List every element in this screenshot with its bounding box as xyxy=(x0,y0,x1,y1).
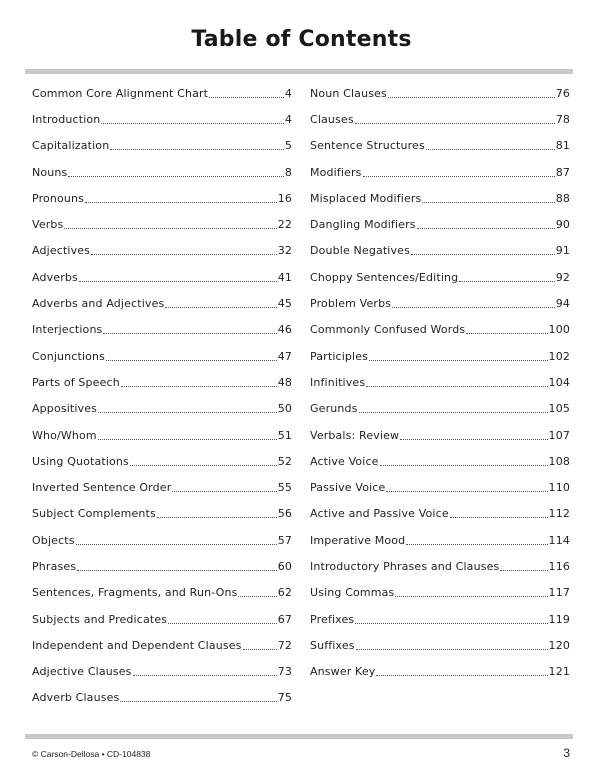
toc-entry-label: Sentence Structures xyxy=(310,139,425,153)
dot-leader xyxy=(110,149,284,150)
toc-entry-page: 67 xyxy=(277,612,292,626)
toc-entry[interactable] xyxy=(32,396,292,422)
toc-entry-label: Adverbs xyxy=(32,270,78,284)
toc-entry-page: 87 xyxy=(555,165,570,179)
toc-entry[interactable] xyxy=(310,317,570,343)
toc-entry-page: 16 xyxy=(277,191,292,205)
toc-entry-label: Active and Passive Voice xyxy=(310,507,449,521)
dot-leader xyxy=(121,386,277,387)
toc-entry-page: 120 xyxy=(548,638,570,652)
dot-leader xyxy=(168,623,277,624)
toc-entry[interactable] xyxy=(310,238,570,264)
toc-entry-label: Sentences, Fragments, and Run-Ons xyxy=(32,586,238,600)
dot-leader xyxy=(400,439,547,440)
toc-entry[interactable] xyxy=(32,80,292,106)
dot-leader xyxy=(209,97,284,98)
toc-entry[interactable] xyxy=(32,211,292,237)
toc-entry-label: Verbals: Review xyxy=(310,428,400,442)
toc-entry-page: 22 xyxy=(277,218,292,232)
toc-entry-page: 50 xyxy=(277,402,292,416)
toc-entry-label: Using Quotations xyxy=(32,454,129,468)
footer-copyright: © Carson-Dellosa • CD-104838 xyxy=(32,749,151,759)
toc-entry-label: Commonly Confused Words xyxy=(310,323,466,337)
toc-entry-page: 57 xyxy=(277,533,292,547)
toc-entry-page: 104 xyxy=(548,375,570,389)
toc-entry-page: 112 xyxy=(548,507,570,521)
dot-leader xyxy=(426,149,555,150)
toc-entry[interactable] xyxy=(32,317,292,343)
toc-entry-page: 94 xyxy=(555,297,570,311)
dot-leader xyxy=(417,228,555,229)
toc-entry[interactable] xyxy=(32,685,292,711)
dot-leader xyxy=(106,360,277,361)
dot-leader xyxy=(76,544,277,545)
toc-entry-page: 81 xyxy=(555,139,570,153)
dot-leader xyxy=(91,254,277,255)
toc-entry[interactable] xyxy=(32,290,292,316)
toc-entry[interactable] xyxy=(310,448,570,474)
toc-entry-label: Nouns xyxy=(32,165,68,179)
toc-entry-page: 102 xyxy=(548,349,570,363)
toc-entry[interactable] xyxy=(310,527,570,553)
toc-entry[interactable] xyxy=(310,659,570,685)
dot-leader xyxy=(392,307,555,308)
dot-leader xyxy=(101,123,283,124)
toc-entry[interactable] xyxy=(32,185,292,211)
toc-entry-label: Subject Complements xyxy=(32,507,156,521)
toc-entry-page: 47 xyxy=(277,349,292,363)
toc-entry-label: Adverbs and Adjectives xyxy=(32,297,165,311)
dot-leader xyxy=(64,228,276,229)
dot-leader xyxy=(356,649,548,650)
dot-leader xyxy=(395,596,547,597)
toc-entry-label: Independent and Dependent Clauses xyxy=(32,638,242,652)
toc-entry-page: 110 xyxy=(548,481,570,495)
dot-leader xyxy=(85,202,277,203)
toc-entry-label: Parts of Speech xyxy=(32,375,120,389)
toc-entry-page: 121 xyxy=(548,665,570,679)
dot-leader xyxy=(172,491,276,492)
toc-entry-page: 48 xyxy=(277,375,292,389)
toc-entry[interactable] xyxy=(310,159,570,185)
dot-leader xyxy=(165,307,276,308)
dot-leader xyxy=(380,465,548,466)
toc-entry[interactable] xyxy=(32,553,292,579)
toc-entry[interactable] xyxy=(310,606,570,632)
toc-entry-label: Conjunctions xyxy=(32,349,106,363)
toc-entry-page: 107 xyxy=(548,428,570,442)
toc-entry-page: 45 xyxy=(277,297,292,311)
toc-entry[interactable] xyxy=(32,343,292,369)
dot-leader xyxy=(450,517,548,518)
toc-entry-label: Using Commas xyxy=(310,586,395,600)
toc-entry-label: Misplaced Modifiers xyxy=(310,191,422,205)
toc-entry-page: 88 xyxy=(555,191,570,205)
toc-entry-label: Adverb Clauses xyxy=(32,691,120,705)
toc-entry-label: Pronouns xyxy=(32,191,85,205)
toc-entry-page: 4 xyxy=(284,112,292,126)
toc-entry-label: Passive Voice xyxy=(310,481,386,495)
dot-leader xyxy=(366,386,547,387)
toc-entry[interactable] xyxy=(32,159,292,185)
toc-entry-label: Gerunds xyxy=(310,402,358,416)
bottom-divider xyxy=(25,734,573,739)
toc-entry-page: 117 xyxy=(548,586,570,600)
toc-entry-label: Phrases xyxy=(32,559,77,573)
toc-entry[interactable] xyxy=(32,133,292,159)
toc-entry-label: Participles xyxy=(310,349,369,363)
dot-leader xyxy=(411,254,555,255)
toc-entry-label: Subjects and Predicates xyxy=(32,612,168,626)
toc-entry-label: Who/Whom xyxy=(32,428,97,442)
toc-entry[interactable] xyxy=(310,396,570,422)
dot-leader xyxy=(103,333,276,334)
toc-entry-page: 116 xyxy=(548,559,570,573)
toc-entry-page: 55 xyxy=(277,481,292,495)
toc-entry-label: Noun Clauses xyxy=(310,86,387,100)
dot-leader xyxy=(98,439,277,440)
toc-entry-label: Capitalization xyxy=(32,139,110,153)
toc-entry[interactable] xyxy=(310,343,570,369)
toc-entry[interactable] xyxy=(32,106,292,132)
toc-entry[interactable] xyxy=(310,106,570,132)
dot-leader xyxy=(459,281,554,282)
toc-entry-label: Infinitives xyxy=(310,375,366,389)
toc-entry-label: Answer Key xyxy=(310,665,376,679)
toc-entry-page: 46 xyxy=(277,323,292,337)
dot-leader xyxy=(68,176,283,177)
dot-leader xyxy=(388,97,555,98)
toc-entry-page: 90 xyxy=(555,218,570,232)
toc-entry[interactable] xyxy=(32,264,292,290)
dot-leader xyxy=(376,675,547,676)
toc-entry-page: 32 xyxy=(277,244,292,258)
toc-entry-label: Inverted Sentence Order xyxy=(32,481,172,495)
toc-entry[interactable] xyxy=(310,501,570,527)
toc-entry[interactable] xyxy=(310,369,570,395)
dot-leader xyxy=(79,281,277,282)
toc-entry-page: 105 xyxy=(548,402,570,416)
toc-entry-label: Appositives xyxy=(32,402,98,416)
toc-entry-page: 56 xyxy=(277,507,292,521)
toc-entry-page: 108 xyxy=(548,454,570,468)
top-divider xyxy=(25,69,573,74)
toc-entry[interactable] xyxy=(310,553,570,579)
toc-entry-label: Clauses xyxy=(310,112,354,126)
toc-entry-label: Adjectives xyxy=(32,244,91,258)
toc-entry[interactable] xyxy=(32,606,292,632)
toc-entry[interactable] xyxy=(32,369,292,395)
dot-leader xyxy=(120,701,276,702)
toc-entry-label: Dangling Modifiers xyxy=(310,218,416,232)
toc-entry-page: 92 xyxy=(555,270,570,284)
toc-entry[interactable] xyxy=(32,474,292,500)
toc-entry-page: 114 xyxy=(548,533,570,547)
toc-entry[interactable] xyxy=(32,527,292,553)
toc-entry-label: Choppy Sentences/Editing xyxy=(310,270,459,284)
toc-entry-page: 75 xyxy=(277,691,292,705)
toc-entry-label: Common Core Alignment Chart xyxy=(32,86,209,100)
footer-page-number: 3 xyxy=(563,746,570,760)
toc-entry-label: Double Negatives xyxy=(310,244,410,258)
dot-leader xyxy=(130,465,277,466)
toc-entry-label: Verbs xyxy=(32,218,64,232)
toc-entry-page: 8 xyxy=(284,165,292,179)
toc-entry-page: 60 xyxy=(277,559,292,573)
toc-entry-label: Active Voice xyxy=(310,454,379,468)
dot-leader xyxy=(355,623,547,624)
toc-entry[interactable] xyxy=(310,632,570,658)
toc-entry-label: Adjective Clauses xyxy=(32,665,132,679)
toc-entry-label: Imperative Mood xyxy=(310,533,406,547)
toc-entry-page: 78 xyxy=(555,112,570,126)
toc-entry-label: Modifiers xyxy=(310,165,362,179)
toc-entry[interactable] xyxy=(310,474,570,500)
toc-entry[interactable] xyxy=(32,448,292,474)
toc-entry-page: 119 xyxy=(548,612,570,626)
toc-entry-label: Introduction xyxy=(32,112,101,126)
contents-right-column xyxy=(310,80,570,685)
dot-leader xyxy=(363,176,555,177)
contents-left-column xyxy=(32,80,292,711)
toc-entry-page: 52 xyxy=(277,454,292,468)
dot-leader xyxy=(422,202,554,203)
toc-entry[interactable] xyxy=(32,632,292,658)
dot-leader xyxy=(369,360,547,361)
toc-entry[interactable] xyxy=(310,80,570,106)
toc-entry-label: Introductory Phrases and Clauses xyxy=(310,559,500,573)
dot-leader xyxy=(243,649,277,650)
toc-entry-page: 73 xyxy=(277,665,292,679)
toc-entry[interactable] xyxy=(310,264,570,290)
toc-entry[interactable] xyxy=(32,580,292,606)
dot-leader xyxy=(133,675,277,676)
toc-entry-page: 91 xyxy=(555,244,570,258)
toc-entry[interactable] xyxy=(32,501,292,527)
toc-entry-label: Interjections xyxy=(32,323,103,337)
dot-leader xyxy=(466,333,547,334)
dot-leader xyxy=(500,570,547,571)
toc-entry-page: 4 xyxy=(284,86,292,100)
toc-entry-page: 5 xyxy=(284,139,292,153)
toc-entry[interactable] xyxy=(310,580,570,606)
toc-entry-label: Prefixes xyxy=(310,612,355,626)
dot-leader xyxy=(238,596,276,597)
dot-leader xyxy=(355,123,555,124)
dot-leader xyxy=(406,544,547,545)
toc-entry[interactable] xyxy=(32,659,292,685)
toc-entry[interactable] xyxy=(32,238,292,264)
toc-entry[interactable] xyxy=(310,211,570,237)
dot-leader xyxy=(386,491,547,492)
toc-entry-label: Problem Verbs xyxy=(310,297,392,311)
toc-entry[interactable] xyxy=(32,422,292,448)
dot-leader xyxy=(98,412,277,413)
toc-entry[interactable] xyxy=(310,290,570,316)
toc-entry-label: Suffixes xyxy=(310,638,355,652)
page-title: Table of Contents xyxy=(191,27,412,52)
toc-entry[interactable] xyxy=(310,422,570,448)
toc-entry[interactable] xyxy=(310,133,570,159)
toc-entry-label: Objects xyxy=(32,533,75,547)
toc-entry-page: 72 xyxy=(277,638,292,652)
toc-entry-page: 41 xyxy=(277,270,292,284)
toc-entry-page: 100 xyxy=(548,323,570,337)
toc-entry-page: 62 xyxy=(277,586,292,600)
toc-entry[interactable] xyxy=(310,185,570,211)
dot-leader xyxy=(157,517,277,518)
dot-leader xyxy=(359,412,548,413)
toc-entry-page: 76 xyxy=(555,86,570,100)
dot-leader xyxy=(77,570,277,571)
toc-entry-page: 51 xyxy=(277,428,292,442)
